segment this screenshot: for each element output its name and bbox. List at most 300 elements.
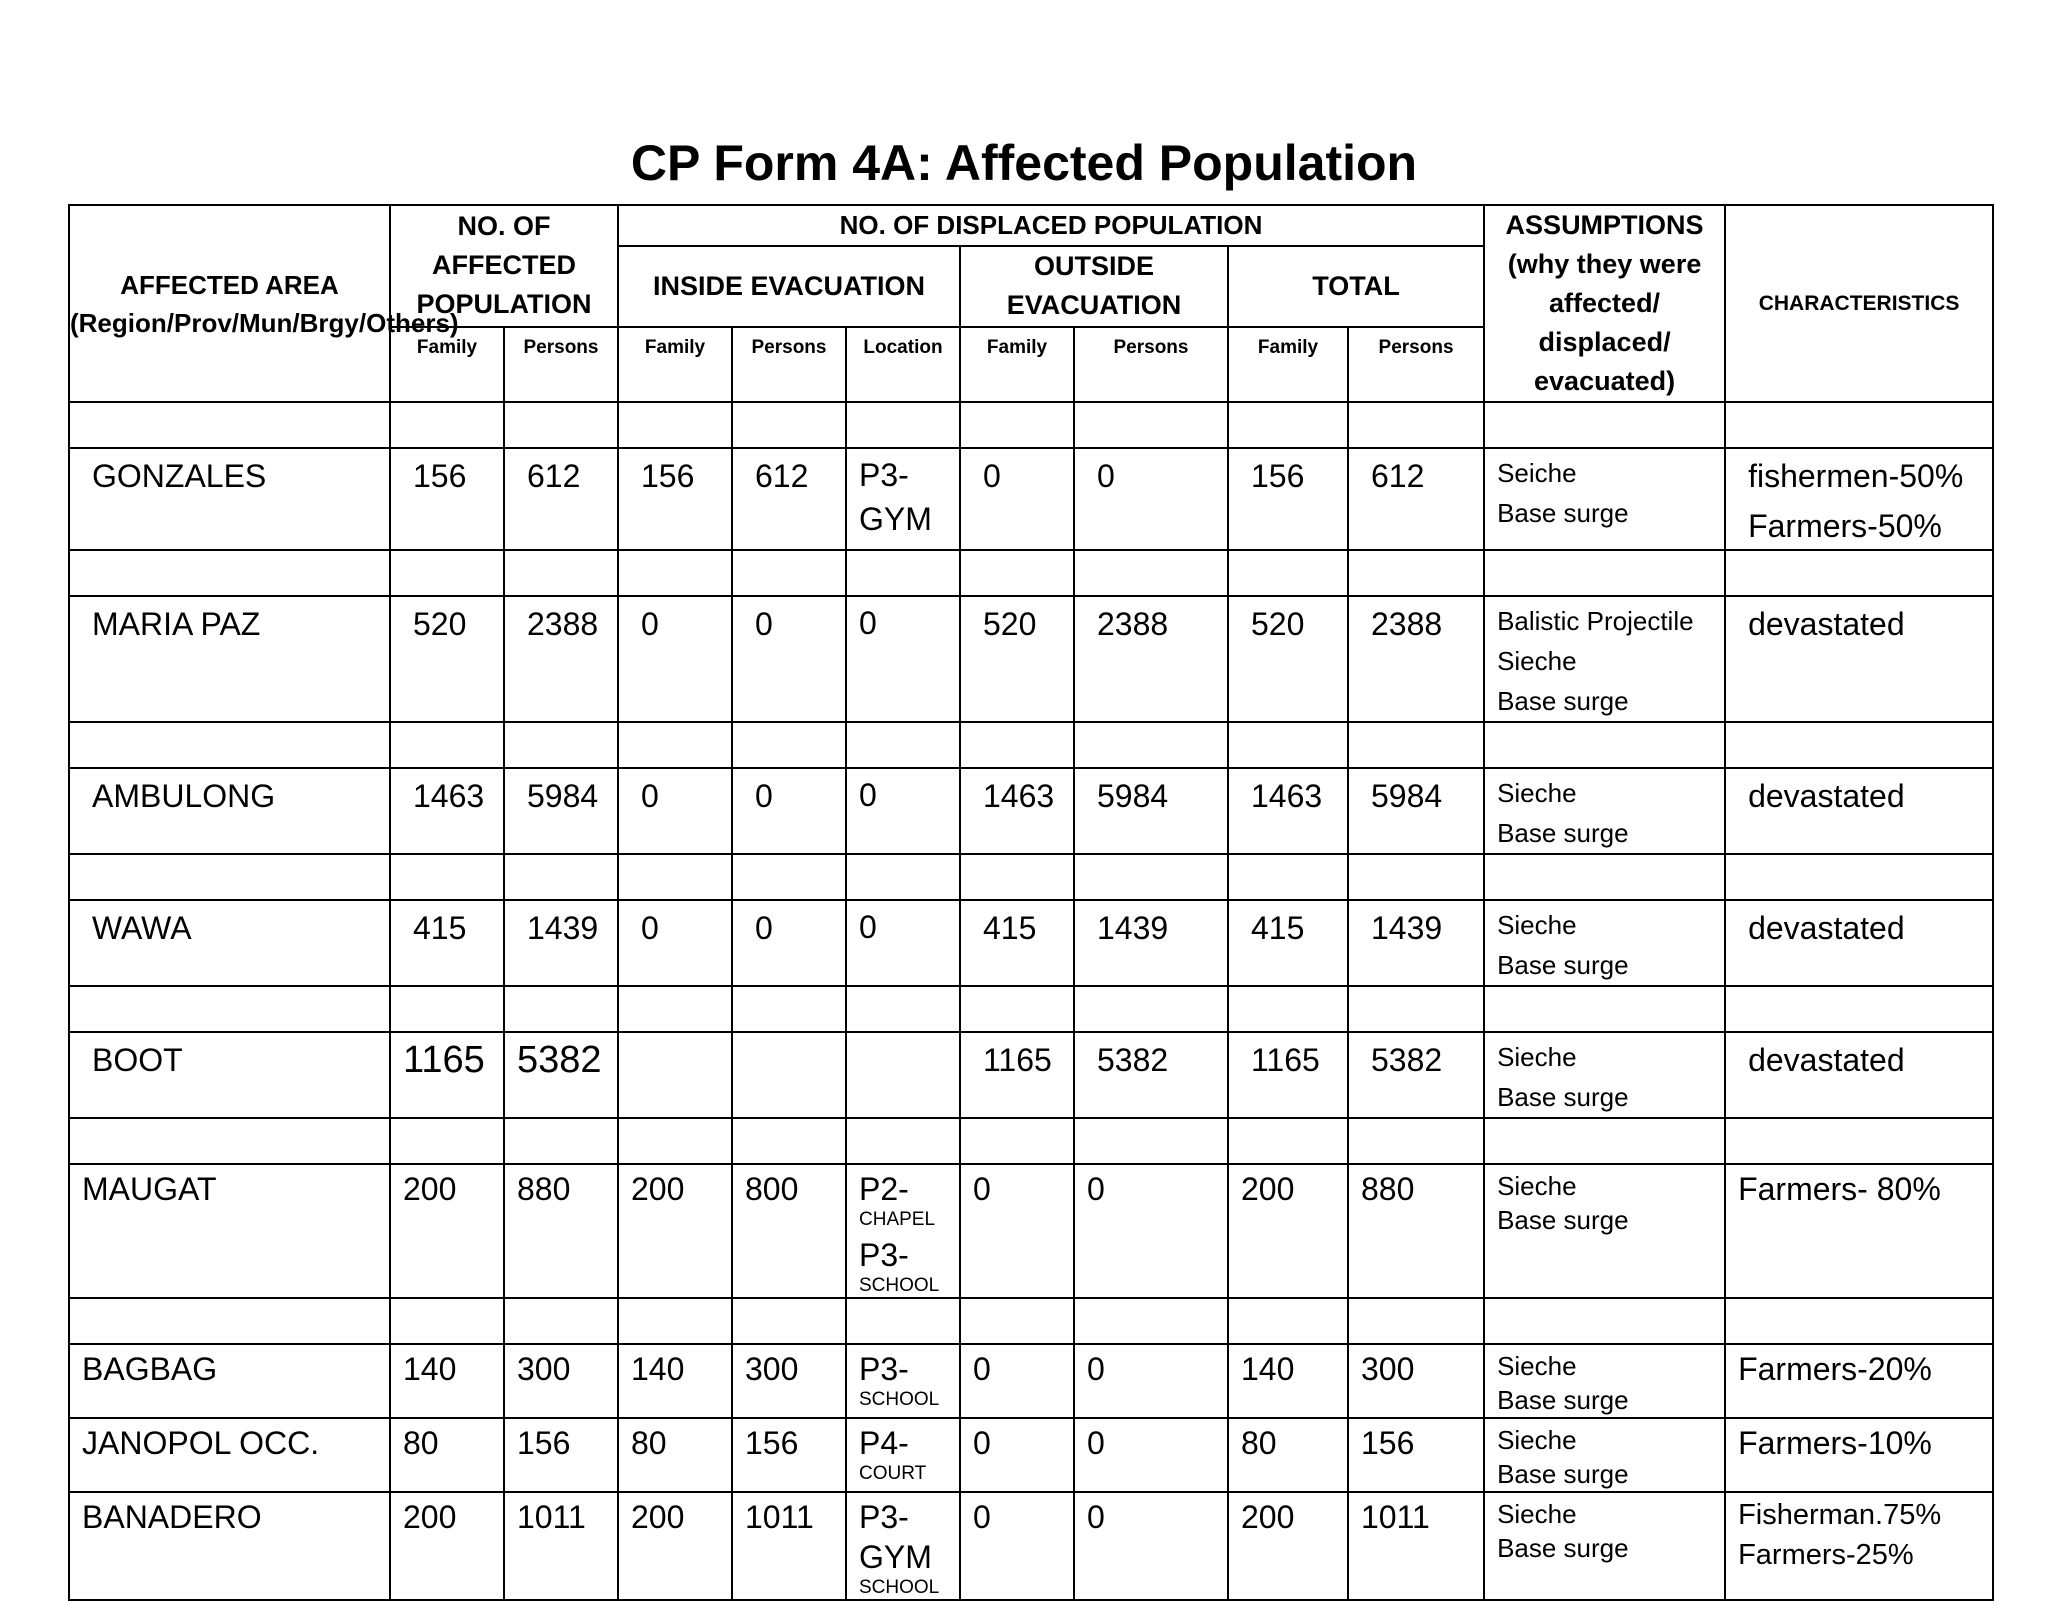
area-name: BOOT: [92, 1042, 183, 1078]
aff-persons-value: 5382: [517, 1039, 602, 1081]
out-persons-value: 0: [1087, 1425, 1105, 1461]
aff-family-value: 80: [403, 1425, 439, 1461]
in-persons-value: 0: [755, 606, 773, 642]
in-persons-cell: [732, 1492, 846, 1600]
empty-cell: [504, 402, 618, 448]
aff-family-value: 200: [403, 1499, 457, 1535]
aff-family-cell: [390, 1344, 504, 1418]
empty-cell: [1484, 1118, 1725, 1164]
out-persons-value: 0: [1087, 1499, 1105, 1535]
location-value: 0: [859, 605, 877, 641]
empty-cell: [1725, 722, 1993, 768]
empty-cell: [1348, 402, 1484, 448]
out-family-cell: [960, 1492, 1074, 1600]
empty-cell: [846, 550, 960, 596]
empty-cell: [960, 722, 1074, 768]
empty-cell: [1074, 854, 1228, 900]
header-assumptions: ASSUMPTIONS (why they were affected/ displaced/ evacuated): [1484, 205, 1725, 402]
assumption-text: Sieche: [1497, 1171, 1577, 1201]
location-value: P3- GYM: [859, 457, 932, 537]
out-family-value: 0: [973, 1171, 991, 1207]
empty-cell: [1228, 1298, 1348, 1344]
in-persons-value: [733, 1033, 845, 1037]
tot-persons-value: 880: [1361, 1171, 1415, 1207]
assumptions-cell: [1484, 900, 1725, 986]
spacer-row: [69, 402, 1993, 448]
tot-family-cell: [1228, 1164, 1348, 1298]
assumption-text: Base surge: [1497, 498, 1629, 528]
empty-cell: [1228, 722, 1348, 768]
empty-cell: [960, 854, 1074, 900]
assumption-text: Sieche: [1497, 1499, 1577, 1529]
assumption-text: Seiche: [1497, 458, 1577, 488]
empty-cell: [1484, 722, 1725, 768]
empty-cell: [69, 402, 390, 448]
location-subtext: CHAPEL: [859, 1209, 936, 1230]
table-row: [69, 1418, 1993, 1492]
empty-cell: [618, 722, 732, 768]
area-name: AMBULONG: [92, 778, 276, 814]
location-value: P3-: [859, 1351, 909, 1387]
assumption-text: Sieche: [1497, 646, 1577, 676]
in-family-cell: [618, 1164, 732, 1298]
characteristic-text: devastated: [1748, 1042, 1905, 1078]
aff-family-value: 156: [413, 458, 467, 494]
aff-persons-value: 156: [517, 1425, 571, 1461]
header-family: Family: [1228, 327, 1348, 402]
aff-persons-cell: [504, 900, 618, 986]
tot-family-cell: [1228, 768, 1348, 854]
aff-persons-cell: [504, 1344, 618, 1418]
tot-persons-cell: [1348, 1492, 1484, 1600]
tot-family-value: 415: [1251, 910, 1305, 946]
tot-persons-cell: [1348, 1164, 1484, 1298]
assumptions-cell: [1484, 768, 1725, 854]
tot-persons-cell: [1348, 900, 1484, 986]
empty-cell: [732, 1298, 846, 1344]
location-value: P4-: [859, 1425, 909, 1461]
out-family-value: 1463: [983, 778, 1055, 814]
assumptions-cell: [1484, 1492, 1725, 1600]
out-family-value: 1165: [983, 1042, 1052, 1078]
affected-area-cell: [69, 1418, 390, 1492]
characteristics-cell: [1725, 1418, 1993, 1492]
characteristics-cell: [1725, 1344, 1993, 1418]
in-persons-value: 800: [745, 1171, 799, 1207]
aff-persons-value: 612: [527, 458, 581, 494]
empty-cell: [732, 1118, 846, 1164]
empty-cell: [1228, 550, 1348, 596]
tot-family-value: 200: [1241, 1499, 1295, 1535]
characteristic-text: devastated: [1748, 910, 1905, 946]
tot-family-cell: [1228, 1032, 1348, 1118]
tot-family-value: 140: [1241, 1351, 1295, 1387]
empty-cell: [732, 854, 846, 900]
empty-cell: [1228, 402, 1348, 448]
spacer-row: [69, 722, 1993, 768]
header-persons: Persons: [732, 327, 846, 402]
area-name: BANADERO: [82, 1499, 262, 1535]
assumption-text: Sieche: [1497, 1351, 1577, 1381]
out-persons-cell: [1074, 448, 1228, 550]
tot-family-cell: [1228, 596, 1348, 722]
table-row: [69, 768, 1993, 854]
empty-cell: [1348, 1298, 1484, 1344]
location-cell: [846, 1492, 960, 1600]
tot-persons-value: 156: [1361, 1425, 1415, 1461]
out-family-cell: [960, 900, 1074, 986]
in-family-value: [619, 1033, 731, 1037]
header-affected-area: AFFECTED AREA (Region/Prov/Mun/Brgy/Others): [69, 205, 390, 402]
empty-cell: [1484, 1298, 1725, 1344]
tot-family-cell: [1228, 448, 1348, 550]
empty-cell: [1348, 550, 1484, 596]
tot-family-cell: [1228, 900, 1348, 986]
assumption-text: Base surge: [1497, 686, 1629, 716]
empty-cell: [618, 854, 732, 900]
area-name: GONZALES: [92, 458, 267, 494]
empty-cell: [1348, 986, 1484, 1032]
location-subtext: SCHOOL: [859, 1275, 940, 1296]
assumption-text: Base surge: [1497, 1533, 1629, 1563]
characteristic-text: fishermen-50%: [1748, 458, 1964, 494]
out-persons-cell: [1074, 1164, 1228, 1298]
tot-persons-cell: [1348, 1344, 1484, 1418]
location-value: P3-: [859, 1237, 909, 1273]
in-family-cell: [618, 1032, 732, 1118]
header-characteristics: CHARACTERISTICS: [1725, 205, 1993, 402]
out-family-cell: [960, 1032, 1074, 1118]
assumptions-cell: [1484, 1032, 1725, 1118]
location-value: P3- GYM: [859, 1499, 932, 1575]
empty-cell: [390, 1298, 504, 1344]
assumption-text: Base surge: [1497, 1205, 1629, 1235]
header-persons: Persons: [1348, 327, 1484, 402]
characteristic-text: Farmers- 80%: [1738, 1171, 1941, 1207]
table-row: [69, 1164, 1993, 1298]
empty-cell: [846, 722, 960, 768]
affected-population-table: [68, 204, 1994, 1601]
empty-cell: [390, 1118, 504, 1164]
out-family-value: 0: [983, 458, 1001, 494]
out-persons-cell: [1074, 1418, 1228, 1492]
assumption-text: Base surge: [1497, 1082, 1629, 1112]
in-family-value: 0: [641, 606, 659, 642]
empty-cell: [1348, 722, 1484, 768]
empty-cell: [960, 1118, 1074, 1164]
assumptions-cell: [1484, 1418, 1725, 1492]
out-persons-cell: [1074, 596, 1228, 722]
out-family-cell: [960, 1164, 1074, 1298]
area-name: MARIA PAZ: [92, 606, 261, 642]
aff-family-value: 415: [413, 910, 467, 946]
empty-cell: [1484, 986, 1725, 1032]
location-value: 0: [859, 777, 877, 813]
in-family-cell: [618, 448, 732, 550]
in-family-value: 0: [641, 910, 659, 946]
table-row: [69, 1344, 1993, 1418]
header-family: Family: [618, 327, 732, 402]
empty-cell: [69, 1118, 390, 1164]
location-cell: [846, 448, 960, 550]
aff-persons-value: 5984: [527, 778, 599, 814]
in-persons-cell: [732, 1418, 846, 1492]
empty-cell: [504, 986, 618, 1032]
out-persons-value: 2388: [1097, 606, 1169, 642]
out-persons-value: 5382: [1097, 1042, 1169, 1078]
tot-persons-value: 5984: [1371, 778, 1443, 814]
empty-cell: [1725, 986, 1993, 1032]
location-cell: [846, 1418, 960, 1492]
out-family-cell: [960, 1344, 1074, 1418]
tot-persons-value: 1439: [1371, 910, 1443, 946]
tot-persons-value: 612: [1371, 458, 1425, 494]
empty-cell: [846, 854, 960, 900]
empty-cell: [618, 402, 732, 448]
assumptions-cell: [1484, 596, 1725, 722]
tot-family-value: 200: [1241, 1171, 1295, 1207]
empty-cell: [1725, 1118, 1993, 1164]
aff-persons-cell: [504, 768, 618, 854]
aff-family-value: 200: [403, 1171, 457, 1207]
tot-family-cell: [1228, 1418, 1348, 1492]
in-family-cell: [618, 900, 732, 986]
in-persons-cell: [732, 1344, 846, 1418]
empty-cell: [1074, 722, 1228, 768]
characteristics-cell: [1725, 1492, 1993, 1600]
in-family-cell: [618, 1492, 732, 1600]
in-family-cell: [618, 596, 732, 722]
in-family-cell: [618, 1344, 732, 1418]
aff-family-value: 1463: [413, 778, 485, 814]
table-row: [69, 1032, 1993, 1118]
out-persons-value: 5984: [1097, 778, 1169, 814]
aff-persons-cell: [504, 1492, 618, 1600]
out-persons-value: 0: [1097, 458, 1115, 494]
aff-family-cell: [390, 1492, 504, 1600]
empty-cell: [732, 402, 846, 448]
aff-family-cell: [390, 768, 504, 854]
empty-cell: [504, 550, 618, 596]
affected-area-cell: [69, 1032, 390, 1118]
header-total: TOTAL: [1228, 246, 1484, 327]
aff-family-value: 140: [403, 1351, 457, 1387]
tot-persons-cell: [1348, 1418, 1484, 1492]
in-persons-cell: [732, 596, 846, 722]
characteristic-text: Farmers-10%: [1738, 1425, 1932, 1461]
empty-cell: [1228, 986, 1348, 1032]
empty-cell: [1074, 986, 1228, 1032]
empty-cell: [1228, 1118, 1348, 1164]
empty-cell: [390, 402, 504, 448]
header-location: Location: [846, 327, 960, 402]
out-persons-cell: [1074, 1344, 1228, 1418]
location-subtext: COURT: [859, 1463, 927, 1484]
empty-cell: [1348, 1118, 1484, 1164]
out-persons-value: 0: [1087, 1171, 1105, 1207]
in-persons-value: 300: [745, 1351, 799, 1387]
header-family: Family: [390, 327, 504, 402]
out-persons-value: 0: [1087, 1351, 1105, 1387]
location-cell: [846, 768, 960, 854]
location-cell: [846, 596, 960, 722]
empty-cell: [960, 986, 1074, 1032]
header-no-displaced: NO. OF DISPLACED POPULATION: [618, 205, 1484, 246]
characteristic-text: Farmers-25%: [1738, 1539, 1914, 1571]
tot-family-cell: [1228, 1492, 1348, 1600]
tot-family-value: 1463: [1251, 778, 1323, 814]
in-family-value: 200: [631, 1499, 685, 1535]
aff-family-cell: [390, 1164, 504, 1298]
tot-persons-value: 2388: [1371, 606, 1443, 642]
page-title: CP Form 4A: Affected Population: [630, 135, 1418, 191]
aff-family-value: 1165: [403, 1039, 485, 1081]
aff-family-value: 520: [413, 606, 467, 642]
affected-area-cell: [69, 448, 390, 550]
affected-area-cell: [69, 900, 390, 986]
aff-family-cell: [390, 596, 504, 722]
empty-cell: [1228, 854, 1348, 900]
characteristics-cell: [1725, 1032, 1993, 1118]
characteristics-cell: [1725, 1164, 1993, 1298]
out-family-cell: [960, 448, 1074, 550]
aff-persons-value: 300: [517, 1351, 571, 1387]
aff-persons-value: 1439: [527, 910, 599, 946]
empty-cell: [1725, 402, 1993, 448]
out-family-value: 415: [983, 910, 1037, 946]
aff-persons-cell: [504, 1164, 618, 1298]
empty-cell: [1484, 402, 1725, 448]
affected-area-cell: [69, 1492, 390, 1600]
spacer-row: [69, 550, 1993, 596]
empty-cell: [1074, 550, 1228, 596]
in-family-value: 0: [641, 778, 659, 814]
tot-persons-cell: [1348, 448, 1484, 550]
assumption-text: Sieche: [1497, 1042, 1577, 1072]
in-family-cell: [618, 768, 732, 854]
location-cell: [846, 900, 960, 986]
tot-persons-cell: [1348, 768, 1484, 854]
out-persons-cell: [1074, 768, 1228, 854]
empty-cell: [69, 986, 390, 1032]
table-row: [69, 448, 1993, 550]
aff-family-cell: [390, 1032, 504, 1118]
empty-cell: [504, 854, 618, 900]
empty-cell: [618, 1298, 732, 1344]
out-persons-cell: [1074, 1492, 1228, 1600]
in-persons-cell: [732, 768, 846, 854]
empty-cell: [390, 722, 504, 768]
aff-persons-value: 2388: [527, 606, 599, 642]
location-value: [847, 1033, 959, 1037]
table-row: [69, 900, 1993, 986]
aff-family-cell: [390, 900, 504, 986]
characteristic-text: Farmers-20%: [1738, 1351, 1932, 1387]
empty-cell: [732, 986, 846, 1032]
empty-cell: [960, 402, 1074, 448]
empty-cell: [960, 550, 1074, 596]
assumption-text: Sieche: [1497, 778, 1577, 808]
characteristic-text: Fisherman.75%: [1738, 1499, 1942, 1531]
area-name: JANOPOL OCC.: [82, 1425, 320, 1461]
empty-cell: [1074, 1118, 1228, 1164]
affected-area-cell: [69, 1164, 390, 1298]
table-row: [69, 596, 1993, 722]
location-subtext: SCHOOL: [859, 1389, 940, 1410]
spacer-row: [69, 1298, 1993, 1344]
empty-cell: [1074, 1298, 1228, 1344]
empty-cell: [1348, 854, 1484, 900]
in-family-value: 200: [631, 1171, 685, 1207]
aff-persons-cell: [504, 448, 618, 550]
characteristic-text: Farmers-50%: [1748, 508, 1942, 544]
empty-cell: [1074, 402, 1228, 448]
aff-persons-cell: [504, 1032, 618, 1118]
assumption-text: Base surge: [1497, 1385, 1629, 1415]
assumption-text: Base surge: [1497, 818, 1629, 848]
assumptions-cell: [1484, 1164, 1725, 1298]
location-subtext: SCHOOL: [859, 1577, 940, 1598]
spacer-row: [69, 986, 1993, 1032]
empty-cell: [846, 402, 960, 448]
characteristic-text: devastated: [1748, 778, 1905, 814]
assumption-text: Sieche: [1497, 1425, 1577, 1455]
location-cell: [846, 1344, 960, 1418]
tot-family-value: 156: [1251, 458, 1305, 494]
in-persons-cell: [732, 1032, 846, 1118]
empty-cell: [390, 550, 504, 596]
aff-family-cell: [390, 448, 504, 550]
affected-area-cell: [69, 1344, 390, 1418]
in-persons-value: 0: [755, 910, 773, 946]
empty-cell: [69, 1298, 390, 1344]
empty-cell: [504, 1118, 618, 1164]
tot-persons-value: 5382: [1371, 1042, 1443, 1078]
out-family-value: 0: [973, 1499, 991, 1535]
empty-cell: [390, 854, 504, 900]
empty-cell: [69, 722, 390, 768]
tot-persons-value: 300: [1361, 1351, 1415, 1387]
header-family: Family: [960, 327, 1074, 402]
location-cell: [846, 1164, 960, 1298]
in-family-value: 156: [641, 458, 695, 494]
aff-persons-cell: [504, 596, 618, 722]
out-family-cell: [960, 768, 1074, 854]
in-family-cell: [618, 1418, 732, 1492]
out-family-cell: [960, 596, 1074, 722]
empty-cell: [69, 550, 390, 596]
out-persons-value: 1439: [1097, 910, 1169, 946]
empty-cell: [504, 722, 618, 768]
out-family-value: 520: [983, 606, 1037, 642]
empty-cell: [732, 722, 846, 768]
out-family-value: 0: [973, 1351, 991, 1387]
empty-cell: [618, 550, 732, 596]
in-persons-cell: [732, 448, 846, 550]
in-persons-value: 1011: [745, 1499, 814, 1535]
area-name: BAGBAG: [82, 1351, 218, 1387]
characteristics-cell: [1725, 900, 1993, 986]
out-persons-cell: [1074, 1032, 1228, 1118]
empty-cell: [1725, 550, 1993, 596]
assumption-text: Balistic Projectile: [1497, 606, 1694, 636]
empty-cell: [846, 986, 960, 1032]
location-value: 0: [859, 909, 877, 945]
empty-cell: [846, 1118, 960, 1164]
in-persons-cell: [732, 1164, 846, 1298]
in-persons-value: 0: [755, 778, 773, 814]
tot-family-value: 80: [1241, 1425, 1277, 1461]
